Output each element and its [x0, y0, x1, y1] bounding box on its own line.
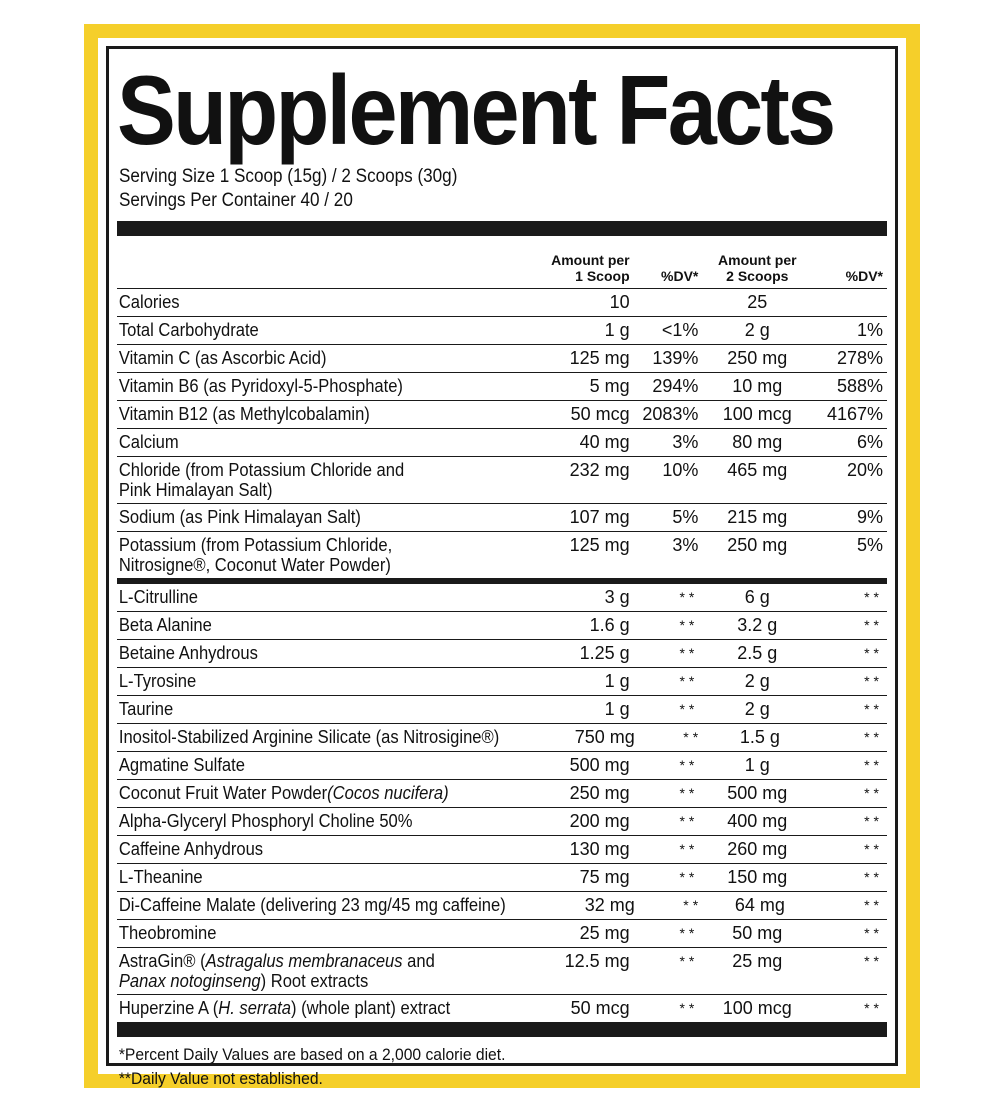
ingredient-name: Alpha-Glyceryl Phosphoryl Choline 50% [118, 811, 413, 831]
daily-value-1-scoop: ** [679, 617, 699, 633]
daily-value-2-scoops: ** [864, 1000, 883, 1016]
amount-1-scoop: 1.6 g [589, 615, 630, 635]
label-frame [84, 24, 920, 1088]
amount-2-scoops: 215 mg [727, 507, 788, 527]
name-part: Coconut Fruit Water Powder [118, 783, 328, 803]
name-line-2: Nitrosigne®, Coconut Water Powder) [118, 555, 391, 575]
servings-per-container: Servings Per Container 40 / 20 [119, 190, 353, 211]
amount-2-scoops: 465 mg [727, 460, 788, 480]
amount-1-scoop: 125 mg [569, 535, 630, 555]
amount-1-scoop: 1.25 g [579, 643, 630, 663]
amount-1-scoop: 130 mg [569, 839, 630, 859]
daily-value-2-scoops: 588% [836, 376, 883, 396]
table-row [117, 584, 887, 612]
amount-2-scoops: 50 mg [732, 923, 783, 943]
amount-1-scoop: 40 mg [579, 432, 630, 452]
daily-value-1-scoop: <1% [661, 320, 699, 340]
table-row [117, 995, 887, 1022]
serving-size: Serving Size 1 Scoop (15g) / 2 Scoops (30g) [119, 166, 458, 187]
ingredient-name: Taurine [118, 699, 174, 719]
table-row [117, 401, 887, 429]
table-row [117, 752, 887, 780]
ingredient-name [117, 951, 489, 991]
daily-value-1-scoop: 3% [672, 535, 699, 555]
ingredient-name: Total Carbohydrate [118, 320, 259, 340]
daily-value-1-scoop: ** [679, 841, 699, 857]
name-line-2: Pink Himalayan Salt) [118, 480, 273, 500]
italic-name-part: H. serrata [218, 998, 291, 1018]
ingredient-name: L-Citrulline [118, 587, 198, 607]
daily-value-2-scoops: ** [864, 673, 883, 689]
daily-value-1-scoop: ** [679, 1000, 699, 1016]
daily-value-2-scoops: ** [864, 925, 883, 941]
ingredient-name: Agmatine Sulfate [118, 755, 245, 775]
ingredient-name: Di-Caffeine Malate (delivering 23 mg/45 mg caffeine) [118, 895, 506, 915]
column-headers [117, 236, 887, 289]
daily-value-1-scoop: ** [683, 897, 703, 913]
daily-value-2-scoops: ** [864, 869, 883, 885]
table-row [117, 668, 887, 696]
italic-name-part: Panax notoginseng [118, 971, 261, 991]
amount-2-scoops: 64 mg [734, 895, 785, 915]
amount-2-scoops: 10 mg [732, 376, 783, 396]
daily-value-1-scoop: 139% [652, 348, 699, 368]
table-row [117, 532, 887, 578]
amount-2-scoops: 100 mcg [722, 404, 792, 424]
amount-1-scoop: 25 mg [579, 923, 630, 943]
daily-value-1-scoop: 2083% [642, 404, 699, 424]
header-amount2-line2: 2 Scoops [726, 268, 789, 284]
ingredient-name: Calories [118, 292, 180, 312]
name-part: AstraGin® ( [118, 951, 206, 971]
daily-value-1-scoop: ** [679, 953, 699, 969]
ingredient-name [117, 535, 489, 575]
ingredient-name: Vitamin C (as Ascorbic Acid) [118, 348, 327, 368]
amount-1-scoop: 5 mg [589, 376, 630, 396]
daily-value-1-scoop: ** [679, 813, 699, 829]
amount-1-scoop: 50 mcg [570, 998, 630, 1018]
daily-value-2-scoops: ** [864, 813, 883, 829]
table-row [117, 724, 887, 752]
daily-value-2-scoops: ** [864, 729, 883, 745]
ingredient-name: Vitamin B6 (as Pyridoxyl-5-Phosphate) [118, 376, 403, 396]
amount-2-scoops: 2.5 g [737, 643, 778, 663]
amount-1-scoop: 125 mg [569, 348, 630, 368]
ingredient-name: Caffeine Anhydrous [118, 839, 264, 859]
daily-value-2-scoops: 5% [856, 535, 883, 555]
table-row [117, 836, 887, 864]
ingredient-name: L-Theanine [118, 867, 203, 887]
ingredient-name: Beta Alanine [118, 615, 212, 635]
amount-1-scoop: 250 mg [569, 783, 630, 803]
amount-1-scoop: 1 g [604, 320, 630, 340]
daily-value-2-scoops: ** [864, 701, 883, 717]
daily-value-1-scoop: 10% [662, 460, 699, 480]
daily-value-1-scoop: 3% [672, 432, 699, 452]
daily-value-1-scoop: 294% [652, 376, 699, 396]
daily-value-2-scoops: ** [864, 785, 883, 801]
table-row [117, 892, 887, 920]
table-row [117, 696, 887, 724]
amount-1-scoop: 10 [609, 292, 630, 312]
table-row [117, 864, 887, 892]
amount-1-scoop: 3 g [604, 587, 630, 607]
table-row [117, 808, 887, 836]
daily-value-1-scoop: ** [679, 701, 699, 717]
table-row [117, 948, 887, 995]
amount-1-scoop: 32 mg [584, 895, 635, 915]
amount-1-scoop: 232 mg [569, 460, 630, 480]
ingredient-name: Betaine Anhydrous [118, 643, 258, 663]
amount-2-scoops: 400 mg [727, 811, 788, 831]
daily-value-2-scoops: 278% [836, 348, 883, 368]
daily-value-2-scoops: 20% [846, 460, 883, 480]
amount-2-scoops: 100 mcg [722, 998, 792, 1018]
amount-1-scoop: 75 mg [579, 867, 630, 887]
table-row [117, 429, 887, 457]
daily-value-1-scoop: ** [679, 757, 699, 773]
supplement-facts-panel [117, 49, 887, 1088]
daily-value-2-scoops: ** [864, 841, 883, 857]
daily-value-2-scoops: ** [864, 617, 883, 633]
daily-value-1-scoop: ** [679, 869, 699, 885]
amount-2-scoops: 500 mg [727, 783, 788, 803]
amount-1-scoop: 500 mg [569, 755, 630, 775]
table-row [117, 345, 887, 373]
header-amount-2-scoops [698, 252, 816, 284]
header-amount2-line1: Amount per [718, 252, 797, 268]
panel-title: Supplement Facts [117, 55, 834, 165]
footnote-dv: *Percent Daily Values are based on a 2,000 calorie diet. [118, 1045, 506, 1064]
amount-1-scoop: 1 g [604, 699, 630, 719]
table-row [117, 504, 887, 532]
table-row [117, 289, 887, 317]
table-row [117, 317, 887, 345]
name-part: ) (whole plant) extract [290, 998, 451, 1018]
daily-value-2-scoops: ** [864, 589, 883, 605]
amount-2-scoops: 6 g [744, 587, 770, 607]
italic-name-part: Astragalus membranaceus [205, 951, 403, 971]
daily-value-1-scoop: ** [679, 589, 699, 605]
amount-1-scoop: 750 mg [574, 727, 635, 747]
amount-2-scoops: 2 g [744, 671, 770, 691]
amount-2-scoops: 2 g [744, 699, 770, 719]
daily-value-2-scoops: ** [864, 897, 883, 913]
amount-1-scoop: 12.5 mg [564, 951, 630, 971]
amount-2-scoops: 80 mg [732, 432, 783, 452]
amount-2-scoops: 2 g [744, 320, 770, 340]
daily-value-1-scoop: 5% [672, 507, 699, 527]
amount-2-scoops: 25 mg [732, 951, 783, 971]
nutrient-table [117, 289, 887, 578]
name-part: and [402, 951, 435, 971]
amount-2-scoops: 1.5 g [739, 727, 780, 747]
header-amount1-line1: Amount per [551, 252, 630, 268]
daily-value-2-scoops: ** [864, 757, 883, 773]
amount-2-scoops: 260 mg [727, 839, 788, 859]
name-line-1 [119, 951, 489, 971]
daily-value-1-scoop: ** [679, 645, 699, 661]
ingredient-name [117, 998, 489, 1018]
ingredient-table [117, 584, 887, 1022]
header-amount-1-scoop [522, 252, 630, 284]
amount-2-scoops: 150 mg [727, 867, 788, 887]
daily-value-1-scoop: ** [683, 729, 703, 745]
daily-value-1-scoop: ** [679, 925, 699, 941]
daily-value-2-scoops: 4167% [826, 404, 883, 424]
ingredient-name: Sodium (as Pink Himalayan Salt) [118, 507, 361, 527]
amount-2-scoops: 1 g [744, 755, 770, 775]
footnote-not-established: **Daily Value not established. [118, 1069, 323, 1088]
name-part: ) Root extracts [260, 971, 369, 991]
ingredient-name [117, 460, 489, 500]
name-line-2 [119, 971, 489, 991]
ingredient-name: Inositol-Stabilized Arginine Silicate (as Nitrosigine®) [118, 727, 500, 747]
thick-divider [117, 221, 887, 236]
amount-2-scoops: 250 mg [727, 535, 788, 555]
name-line-1: Chloride (from Potassium Chloride and [118, 460, 405, 480]
amount-1-scoop: 1 g [604, 671, 630, 691]
ingredient-name [117, 783, 489, 803]
header-amount1-line2: 1 Scoop [575, 268, 630, 284]
label-border [106, 46, 898, 1088]
ingredient-name: Theobromine [118, 923, 217, 943]
name-line-1: Potassium (from Potassium Chloride, [118, 535, 393, 555]
table-row [117, 780, 887, 808]
ingredient-name: Calcium [118, 432, 179, 452]
daily-value-1-scoop: ** [679, 673, 699, 689]
daily-value-2-scoops: ** [864, 953, 883, 969]
ingredient-name: Vitamin B12 (as Methylcobalamin) [118, 404, 370, 424]
daily-value-1-scoop: ** [679, 785, 699, 801]
ingredient-name: L-Tyrosine [118, 671, 197, 691]
table-row [117, 612, 887, 640]
amount-1-scoop: 200 mg [569, 811, 630, 831]
header-dv-1: %DV* [661, 268, 699, 284]
amount-2-scoops: 25 [747, 292, 768, 312]
daily-value-2-scoops: ** [864, 645, 883, 661]
table-row [117, 373, 887, 401]
amount-2-scoops: 3.2 g [737, 615, 778, 635]
amount-1-scoop: 107 mg [569, 507, 630, 527]
thick-divider-bottom [117, 1022, 887, 1037]
table-row [117, 920, 887, 948]
daily-value-2-scoops: 1% [856, 320, 883, 340]
header-dv-2: %DV* [845, 268, 883, 284]
name-part: Huperzine A ( [118, 998, 219, 1018]
italic-name-part: (Cocos nucifera) [327, 783, 449, 803]
table-row [117, 640, 887, 668]
amount-2-scoops: 250 mg [727, 348, 788, 368]
daily-value-2-scoops: 6% [856, 432, 883, 452]
daily-value-2-scoops: 9% [856, 507, 883, 527]
amount-1-scoop: 50 mcg [570, 404, 630, 424]
table-row [117, 457, 887, 504]
